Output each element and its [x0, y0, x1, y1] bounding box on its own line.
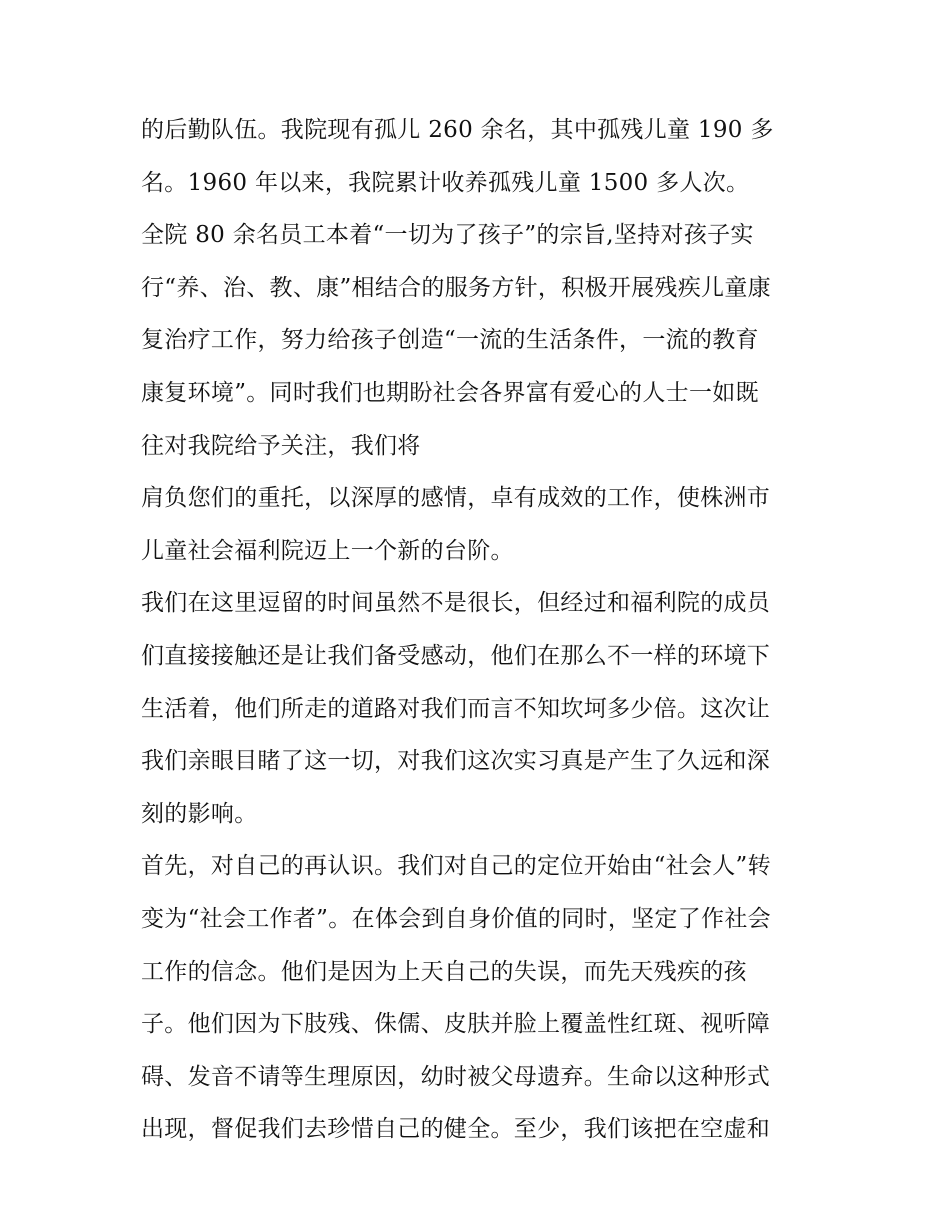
text-line: 行“养、治、教、康”相结合的服务方针，积极开展残疾儿童康 [141, 274, 771, 301]
text-line: 我们在这里逗留的时间虽然不是很长，但经过和福利院的成员 [141, 590, 771, 617]
text-line: 工作的信念。他们是因为上天自己的失误，而先天残疾的孩 [141, 958, 747, 985]
text-line: 变为“社会工作者”。在体会到自身价值的同时，坚定了作社会 [141, 905, 771, 932]
text-line: 碍、发音不请等生理原因，幼时被父母遗弃。生命以这种形式 [141, 1063, 771, 1090]
text-line: 复治疗工作，努力给孩子创造“一流的生活条件，一流的教育 [141, 327, 759, 354]
text-line: 儿童社会福利院迈上一个新的台阶。 [141, 537, 514, 564]
text-line: 往对我院给予关注，我们将 [141, 432, 421, 459]
body-text [141, 111, 821, 1163]
text-line: 出现，督促我们去珍惜自己的健全。至少，我们该把在空虚和 [141, 1116, 771, 1143]
text-line: 生活着，他们所走的道路对我们而言不知坎坷多少倍。这次让 [141, 695, 771, 722]
text-line: 的后勤队伍。我院现有孤儿 260 余名，其中孤残儿童 190 多 [141, 117, 774, 143]
text-line: 子。他们因为下肢残、侏儒、皮肤并脸上覆盖性红斑、视听障 [141, 1011, 771, 1038]
text-line: 名。1960 年以来，我院累计收养孤残儿童 1500 多人次。 [141, 169, 750, 196]
text-line: 全院 80 余名员工本着“一切为了孩子”的宗旨,坚持对孩子实 [141, 222, 754, 249]
text-line: 我们亲眼目睹了这一切，对我们这次实习真是产生了久远和深 [141, 748, 771, 775]
text-line: 刻的影响。 [141, 800, 258, 827]
text-line: 肩负您们的重托，以深厚的感情，卓有成效的工作，使株洲市 [141, 485, 771, 512]
text-line: 首先，对自己的再认识。我们对自己的定位开始由“社会人”转 [141, 853, 771, 880]
text-line: 们直接接触还是让我们备受感动，他们在那么不一样的环境下 [141, 642, 771, 669]
text-line: 康复环境”。同时我们也期盼社会各界富有爱心的人士一如既 [141, 379, 759, 406]
